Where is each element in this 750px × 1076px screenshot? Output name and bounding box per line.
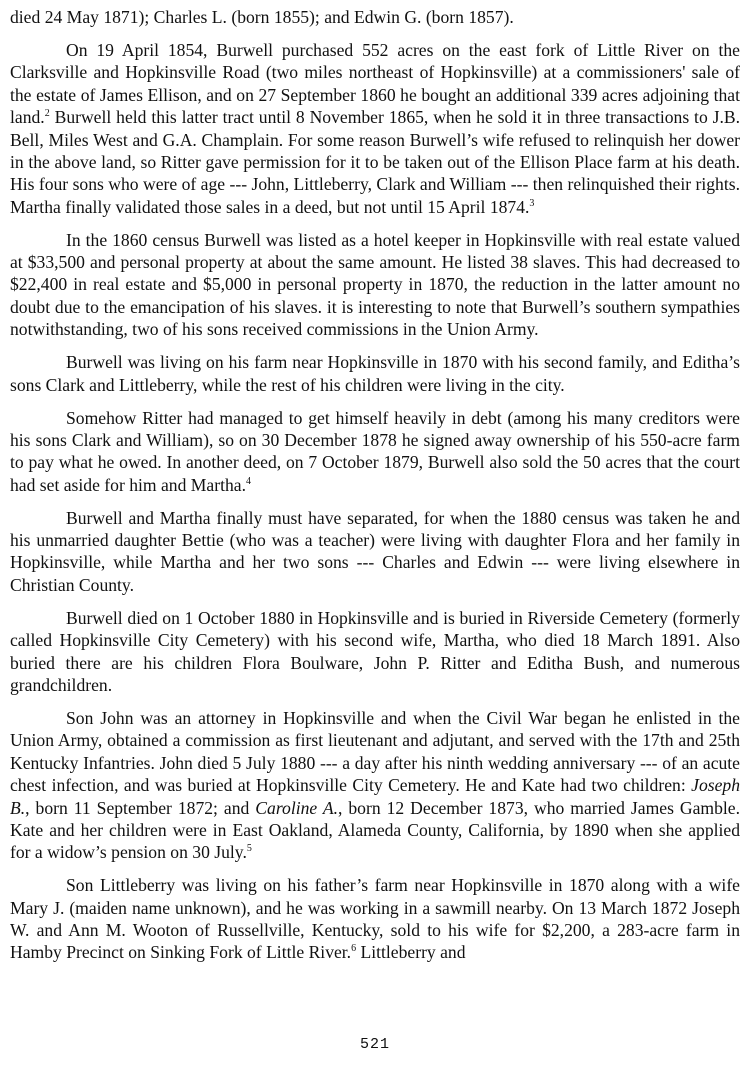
paragraph-continuation <box>10 6 740 28</box>
footnote-marker: 5 <box>246 843 252 855</box>
text-run: Burwell died on 1 October 1880 in Hopkinsville and is buried in Riverside Cemetery (formerly called Hopkinsville City Cemetery) with his second wife, Martha, who died 18 March 1891. Also buried there are his children Flora Boulware, John P. Ritter and Editha Bush, and numerous grandchildren. <box>10 607 740 695</box>
footnote-marker: 3 <box>529 197 535 209</box>
text-run: , born 11 September 1872; and <box>25 797 256 818</box>
footnote-marker: 4 <box>245 475 251 487</box>
italic-name: Caroline A. <box>255 797 339 818</box>
paragraph-death-burial <box>10 607 740 697</box>
paragraph-son-john <box>10 707 740 864</box>
paragraph-1860-census <box>10 229 740 341</box>
text-run: Somehow Ritter had managed to get himself heavily in debt (among his many creditors were his sons Clark and William), so on 30 December 1878 he signed away ownership of his 550-acre farm to pay what he owed. In another deed, on 7 October 1879, Burwell also sold the 50 acres that the court had set aside for him and Martha. <box>10 407 740 495</box>
text-run: Burwell held this latter tract until 8 November 1865, when he sold it in three transactions to J.B. Bell, Miles West and G.A. Champlain. For some reason Burwell’s wife refused to relinquish her dower in the above land, so Ritter gave permission for it to be taken out of the Ellison Place farm at his death. His four sons who were of age --- John, Littleberry, Clark and William --- then relinquished their rights. Martha finally validated those sales in a deed, but not until 15 April 1874. <box>10 107 740 217</box>
italic-name: Joseph B. <box>10 775 740 818</box>
text-run: In the 1860 census Burwell was listed as a hotel keeper in Hopkinsville with real estate valued at $33,500 and personal property at about the same amount. He listed 38 slaves. This had decreased to $22,400 in real estate and $5,000 in personal property in 1870, the reduction in the latter amount no doubt due to the emancipation of his slaves. it is interesting to note that Burwell’s southern sympathies notwithstanding, two of his sons received commissions in the Union Army. <box>10 229 740 340</box>
paragraph-land-purchase <box>10 39 740 218</box>
document-page <box>10 6 740 974</box>
text-run: Burwell was living on his farm near Hopkinsville in 1870 with his second family, and Editha’s sons Clark and Littleberry, while the rest of his children were living in the city. <box>10 352 740 395</box>
paragraph-son-littleberry <box>10 874 740 964</box>
text-run: Burwell and Martha finally must have separated, for when the 1880 census was taken he and his unmarried daughter Bettie (who was a teacher) were living with daughter Flora and her family in Hopkinsville, while Martha and her two sons --- Charles and Edwin --- were living elsewhere in Christian County. <box>10 507 740 595</box>
text-run: , born 12 December 1873, who married James Gamble. Kate and her children were in East Oakland, Alameda County, California, by 1890 when she applied for a widow’s pension on 30 July. <box>10 797 740 863</box>
paragraph-debt <box>10 407 740 497</box>
page-number: 521 <box>359 1036 390 1053</box>
text-run: On 19 April 1854, Burwell purchased 552 acres on the east fork of Little River on the Clarksville and Hopkinsville Road (two miles northeast of Hopkinsville) at a commissioners' sale of the estate of James Ellison, and on 27 September 1860 he bought an additional 339 acres adjoining that land. <box>10 39 740 128</box>
footnote-marker: 2 <box>44 108 50 120</box>
text-run: Son Littleberry was living on his father’s farm near Hopkinsville in 1870 along with a wife Mary J. (maiden name unknown), and he was working in a sawmill nearby. On 13 March 1872 Joseph W. and Ann M. Wooton of Russellville, Kentucky, sold to his wife for $2,200, a 283-acre farm in Hamby Precinct on Sinking Fork of Little River. <box>10 875 740 963</box>
text-run: Littleberry and <box>356 942 466 963</box>
paragraph-farm-1870 <box>10 351 740 396</box>
text-run: Son John was an attorney in Hopkinsville and when the Civil War began he enlisted in the Union Army, obtained a commission as first lieutenant and adjutant, and served with the 17th and 25th Kentucky Infantries. John died 5 July 1880 --- a day after his ninth wedding anniversary --- of an acute chest infection, and was buried at Hopkinsville City Cemetery. He and Kate had two children: <box>10 707 740 796</box>
text-run: died 24 May 1871); Charles L. (born 1855); and Edwin G. (born 1857). <box>10 7 514 27</box>
paragraph-separation <box>10 507 740 597</box>
footnote-marker: 6 <box>351 943 357 955</box>
